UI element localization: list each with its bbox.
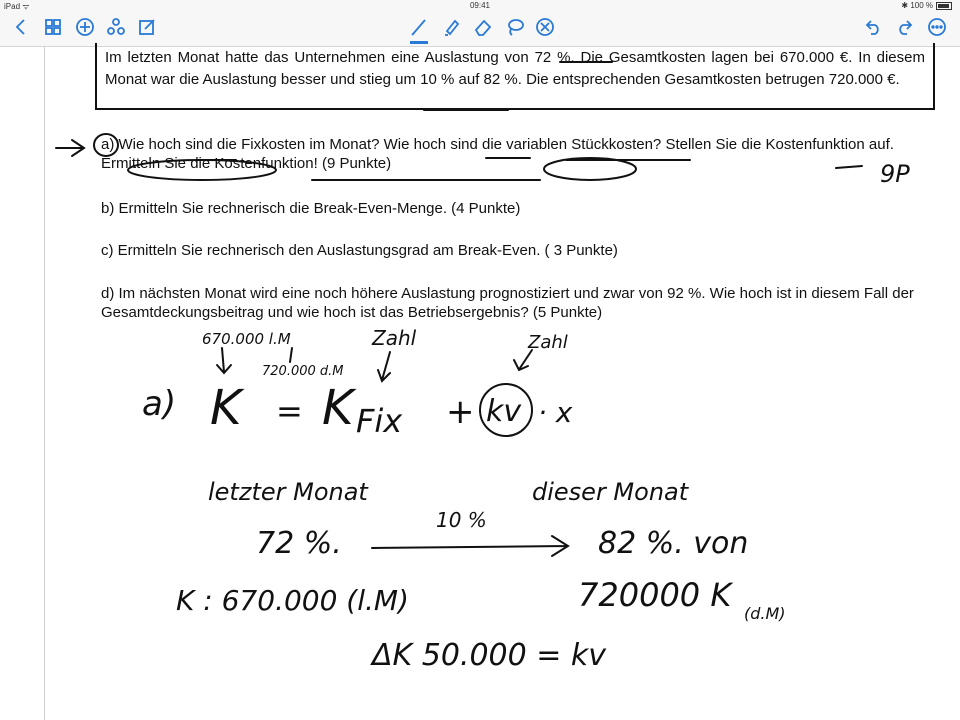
eraser-icon[interactable] xyxy=(472,17,494,39)
formula-kfix: K xyxy=(322,380,354,436)
annotation-zahl-1: Zahl xyxy=(372,326,417,350)
value-delta-k: ΔK 50.000 = kv xyxy=(372,638,607,673)
label-dieser-monat: dieser Monat xyxy=(532,478,689,506)
formula-k: K xyxy=(210,380,242,436)
value-82-percent: 82 %. von xyxy=(598,526,749,561)
share-icon[interactable] xyxy=(105,17,127,39)
value-k-720: 720000 K xyxy=(578,576,732,614)
value-10-percent: 10 % xyxy=(436,508,487,532)
highlighter-icon[interactable] xyxy=(440,17,462,39)
battery-percent: ✱ 100 % xyxy=(901,1,933,10)
question-a: a) Wie hoch sind die Fixkosten im Monat? Wie hoch sind die variablen Stückkosten? Stellen Sie die Kostenfunktion auf. Ermitteln Sie die Kostenfunktion! (9 Punkte) xyxy=(101,136,894,172)
more-icon[interactable] xyxy=(926,17,948,39)
value-k-720-subscript: (d.M) xyxy=(744,604,786,623)
add-icon[interactable] xyxy=(74,17,96,39)
question-c: c) Ermitteln Sie rechnerisch den Auslastungsgrad am Break-Even. ( 3 Punkte) xyxy=(101,242,618,259)
status-bar xyxy=(0,0,960,12)
edit-icon[interactable] xyxy=(136,17,158,39)
problem-statement-box xyxy=(95,43,935,110)
formula-plus: + xyxy=(446,392,475,432)
annotation-zahl-2: Zahl xyxy=(528,332,568,353)
close-icon[interactable] xyxy=(534,17,556,39)
problem-text: Im letzten Monat hatte das Unternehmen eine Auslastung von 72 %. Die Gesamtkosten lagen bei 670.000 €. In diesem Monat war die Auslastung besser und stieg um 10 % auf 82 %. Die entsprechenden Gesamtkosten betrugen 720.000 €. xyxy=(105,49,925,88)
device-wifi-label: iPad ᯤ xyxy=(4,2,30,11)
formula-equals: = xyxy=(276,392,303,430)
formula-fix-subscript: Fix xyxy=(356,402,403,440)
value-72-percent: 72 %. xyxy=(256,526,342,561)
undo-icon[interactable] xyxy=(862,17,884,39)
label-letzter-monat: letzter Monat xyxy=(208,478,368,506)
question-d: d) Im nächsten Monat wird eine noch höhere Auslastung prognostiziert und zwar von 92 %. Wie hoch ist in diesem Fall der Gesamtdeckungsbeitrag und wie hoch ist das Betriebsergebnis? (5 Punkte) xyxy=(101,285,914,321)
redo-icon[interactable] xyxy=(894,17,916,39)
clock: 09:41 xyxy=(469,1,491,10)
pen-icon[interactable] xyxy=(408,17,430,39)
document-page[interactable] xyxy=(44,47,960,720)
question-b: b) Ermitteln Sie rechnerisch die Break-Even-Menge. (4 Punkte) xyxy=(101,200,521,217)
lasso-icon[interactable] xyxy=(504,17,526,39)
formula-x: · x xyxy=(538,396,573,429)
back-icon[interactable] xyxy=(10,17,32,39)
annotation-720: 720.000 d.M xyxy=(262,364,344,379)
formula-label: a) xyxy=(142,384,177,424)
grid-icon[interactable] xyxy=(42,17,64,39)
annotation-670: 670.000 l.M xyxy=(202,330,291,348)
battery-icon xyxy=(936,2,952,10)
formula-kv: kv xyxy=(486,394,522,429)
margin-note-points: 9P xyxy=(880,160,910,188)
battery-status xyxy=(901,1,952,10)
value-k-670: K : 670.000 (l.M) xyxy=(176,584,409,617)
app-toolbar xyxy=(0,12,960,47)
